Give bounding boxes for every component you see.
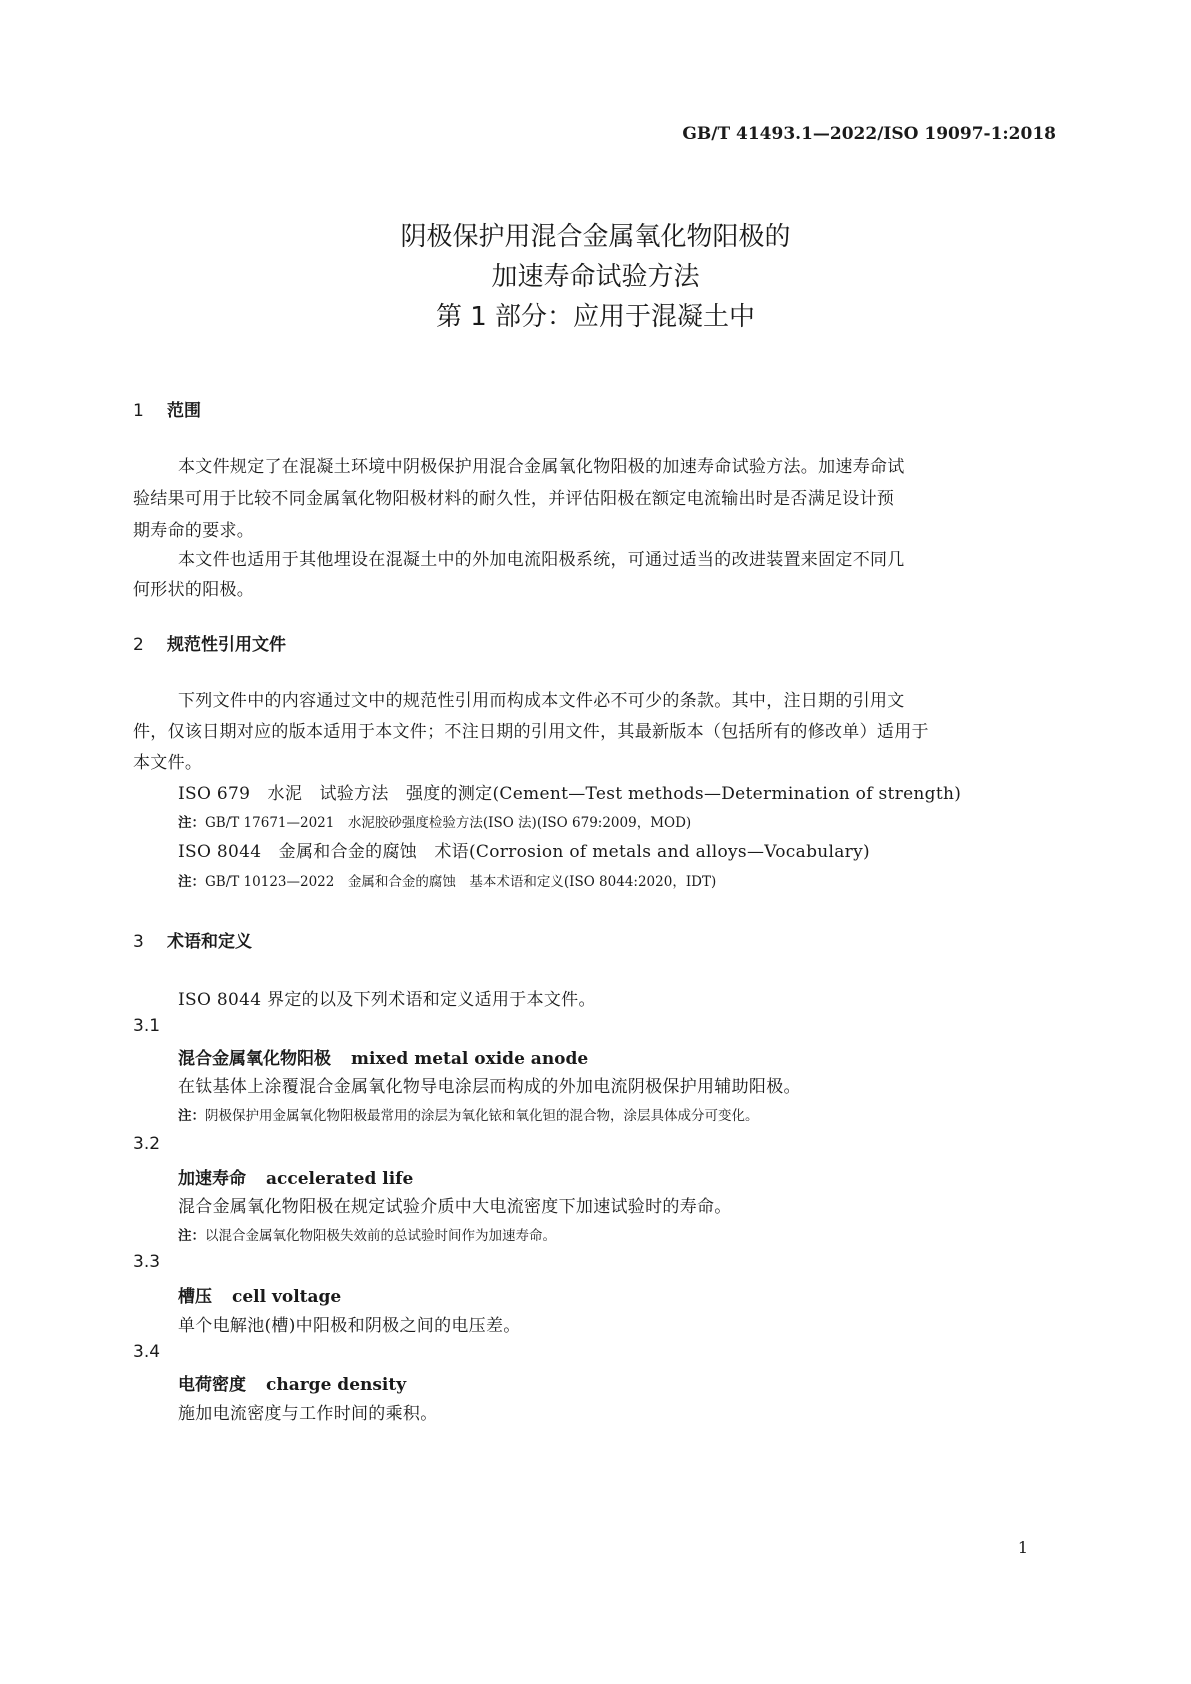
- paragraph-line: 何形状的阳极。: [133, 580, 255, 600]
- term-zh: 混合金属氧化物阳极: [178, 1049, 331, 1069]
- title-line-1: 阴极保护用混合金属氧化物阳极的: [400, 222, 791, 252]
- normative-reference: ISO 8044 金属和合金的腐蚀 术语(Corrosion of metals and alloys—Vocabulary): [178, 842, 870, 862]
- term-en: mixed metal oxide anode: [351, 1049, 589, 1069]
- term-heading: [178, 1370, 406, 1395]
- note-text: GB/T 10123—2022 金属和合金的腐蚀 基本术语和定义(ISO 8044:2020，IDT): [205, 874, 717, 890]
- title-line-2: 加速寿命试验方法: [491, 262, 700, 292]
- note-label: 注：: [178, 815, 205, 831]
- note-label: 注：: [178, 1108, 205, 1124]
- paragraph-line: 本文件也适用于其他埋设在混凝土中的外加电流阳极系统，可通过适当的改进装置来固定不同几: [178, 550, 905, 570]
- term-en: charge density: [266, 1375, 407, 1395]
- term-number: 3.3: [133, 1252, 161, 1272]
- note-label: 注：: [178, 874, 205, 890]
- paragraph-line: 验结果可用于比较不同金属氧化物阳极材料的耐久性，并评估阳极在额定电流输出时是否满足设计预: [133, 489, 895, 509]
- term-note: [178, 1224, 556, 1244]
- term-en: accelerated life: [266, 1169, 414, 1189]
- section-title: 术语和定义: [167, 932, 252, 952]
- term-number: 3.4: [133, 1342, 161, 1362]
- section-3-heading: [133, 927, 252, 952]
- section-number: 1: [133, 401, 144, 421]
- section-2-heading: [133, 630, 286, 655]
- section-title: 规范性引用文件: [167, 635, 286, 655]
- term-zh: 槽压: [178, 1287, 212, 1307]
- note-label: 注：: [178, 1228, 205, 1244]
- term-definition: 混合金属氧化物阳极在规定试验介质中大电流密度下加速试验时的寿命。: [178, 1197, 732, 1217]
- section-number: 3: [133, 932, 144, 952]
- term-number: 3.2: [133, 1134, 161, 1154]
- paragraph-line: 期寿命的要求。: [133, 521, 255, 541]
- section-number: 2: [133, 635, 144, 655]
- section-1-heading: [133, 396, 201, 421]
- term-definition: 在钛基体上涂覆混合金属氧化物导电涂层而构成的外加电流阴极保护用辅助阳极。: [178, 1077, 801, 1097]
- reference-note: [178, 811, 691, 831]
- term-definition: 单个电解池(槽)中阳极和阴极之间的电压差。: [178, 1316, 521, 1336]
- term-zh: 电荷密度: [178, 1375, 246, 1395]
- term-heading: [178, 1164, 413, 1189]
- paragraph-line: 本文件规定了在混凝土环境中阴极保护用混合金属氧化物阳极的加速寿命试验方法。加速寿命试: [178, 457, 905, 477]
- term-zh: 加速寿命: [178, 1169, 246, 1189]
- term-definition: 施加电流密度与工作时间的乘积。: [178, 1404, 438, 1424]
- term-note: [178, 1104, 759, 1124]
- standard-number: GB/T 41493.1—2022/ISO 19097-1:2018: [682, 124, 1056, 144]
- note-text: GB/T 17671—2021 水泥胶砂强度检验方法(ISO 法)(ISO 679:2009，MOD): [205, 815, 692, 831]
- term-number: 3.1: [133, 1016, 161, 1036]
- note-text: 阴极保护用金属氧化物阳极最常用的涂层为氧化铱和氧化钽的混合物，涂层具体成分可变化。: [205, 1108, 759, 1124]
- reference-note: [178, 870, 716, 890]
- paragraph-line: 下列文件中的内容通过文中的规范性引用而构成本文件必不可少的条款。其中，注日期的引用文: [178, 691, 905, 711]
- page-number: 1: [1017, 1538, 1028, 1557]
- section-title: 范围: [167, 401, 201, 421]
- note-text: 以混合金属氧化物阳极失效前的总试验时间作为加速寿命。: [205, 1228, 556, 1244]
- term-en: cell voltage: [232, 1287, 342, 1307]
- normative-reference: ISO 679 水泥 试验方法 强度的测定(Cement—Test methods—Determination of strength): [178, 784, 962, 804]
- term-heading: [178, 1282, 341, 1307]
- terms-intro: ISO 8044 界定的以及下列术语和定义适用于本文件。: [178, 990, 596, 1010]
- term-heading: [178, 1044, 588, 1069]
- paragraph-line: 件，仅该日期对应的版本适用于本文件；不注日期的引用文件，其最新版本（包括所有的修改单）适用于: [133, 722, 929, 742]
- title-line-3: 第 1 部分：应用于混凝土中: [435, 302, 756, 332]
- paragraph-line: 本文件。: [133, 753, 203, 773]
